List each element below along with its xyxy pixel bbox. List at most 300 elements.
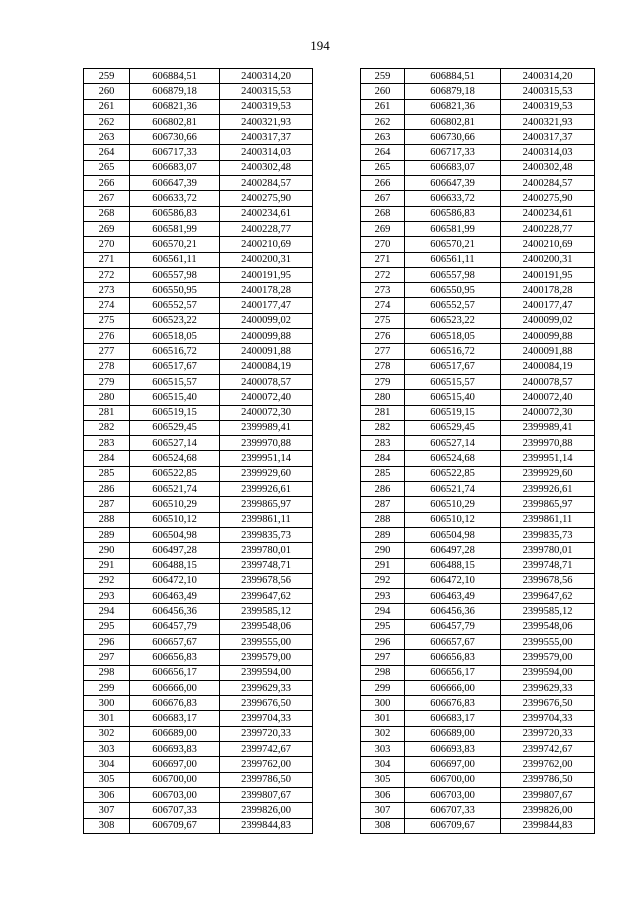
- y-coordinate-cell: 2400314,03: [220, 145, 313, 160]
- table-row: [361, 191, 595, 206]
- x-coordinate-cell: 606504,98: [405, 527, 501, 542]
- y-coordinate-cell: 2400234,61: [220, 206, 313, 221]
- point-number-cell: 264: [361, 145, 405, 160]
- table-row: [84, 512, 313, 527]
- table-row: [361, 145, 595, 160]
- y-coordinate-cell: 2399704,33: [220, 711, 313, 726]
- x-coordinate-cell: 606656,83: [405, 650, 501, 665]
- y-coordinate-cell: 2400177,47: [220, 298, 313, 313]
- y-coordinate-cell: 2400302,48: [220, 160, 313, 175]
- point-number-cell: 263: [84, 130, 130, 145]
- y-coordinate-cell: 2399844,83: [220, 818, 313, 833]
- table-row: [84, 283, 313, 298]
- x-coordinate-cell: 606527,14: [130, 436, 220, 451]
- point-number-cell: 283: [361, 436, 405, 451]
- table-row: [84, 390, 313, 405]
- y-coordinate-cell: 2399989,41: [501, 420, 595, 435]
- table-row: [84, 726, 313, 741]
- x-coordinate-cell: 606697,00: [405, 757, 501, 772]
- y-coordinate-cell: 2400078,57: [220, 374, 313, 389]
- point-number-cell: 290: [84, 543, 130, 558]
- table-row: [84, 604, 313, 619]
- y-coordinate-cell: 2400275,90: [501, 191, 595, 206]
- y-coordinate-cell: 2400177,47: [501, 298, 595, 313]
- table-row: [84, 787, 313, 802]
- x-coordinate-cell: 606884,51: [405, 69, 501, 84]
- x-coordinate-cell: 606516,72: [405, 344, 501, 359]
- point-number-cell: 260: [84, 84, 130, 99]
- y-coordinate-cell: 2399807,67: [220, 787, 313, 802]
- point-number-cell: 308: [361, 818, 405, 833]
- point-number-cell: 280: [361, 390, 405, 405]
- x-coordinate-cell: 606516,72: [130, 344, 220, 359]
- page-number: 194: [310, 38, 330, 53]
- table-row: [84, 405, 313, 420]
- table-row: [361, 573, 595, 588]
- point-number-cell: 273: [84, 283, 130, 298]
- table-row: [84, 772, 313, 787]
- y-coordinate-cell: 2399678,56: [501, 573, 595, 588]
- y-coordinate-cell: 2400321,93: [220, 114, 313, 129]
- point-number-cell: 302: [84, 726, 130, 741]
- y-coordinate-cell: 2400078,57: [501, 374, 595, 389]
- point-number-cell: 274: [361, 298, 405, 313]
- x-coordinate-cell: 606517,67: [405, 359, 501, 374]
- point-number-cell: 278: [361, 359, 405, 374]
- point-number-cell: 275: [84, 313, 130, 328]
- x-coordinate-cell: 606518,05: [130, 329, 220, 344]
- table-row: [361, 451, 595, 466]
- x-coordinate-cell: 606666,00: [130, 680, 220, 695]
- y-coordinate-cell: 2400234,61: [501, 206, 595, 221]
- table-row: [84, 680, 313, 695]
- x-coordinate-cell: 606519,15: [405, 405, 501, 420]
- y-coordinate-cell: 2399970,88: [220, 436, 313, 451]
- x-coordinate-cell: 606693,83: [130, 742, 220, 757]
- y-coordinate-cell: 2399861,11: [501, 512, 595, 527]
- table-row: [361, 160, 595, 175]
- x-coordinate-cell: 606521,74: [130, 482, 220, 497]
- y-coordinate-cell: 2400072,30: [220, 405, 313, 420]
- x-coordinate-cell: 606647,39: [130, 176, 220, 191]
- table-row: [84, 558, 313, 573]
- table-row: [84, 160, 313, 175]
- point-number-cell: 300: [84, 696, 130, 711]
- x-coordinate-cell: 606552,57: [405, 298, 501, 313]
- x-coordinate-cell: 606519,15: [130, 405, 220, 420]
- table-row: [361, 803, 595, 818]
- y-coordinate-cell: 2400072,30: [501, 405, 595, 420]
- table-row: [84, 252, 313, 267]
- x-coordinate-cell: 606683,07: [405, 160, 501, 175]
- table-row: [84, 130, 313, 145]
- point-number-cell: 265: [84, 160, 130, 175]
- point-number-cell: 274: [84, 298, 130, 313]
- y-coordinate-cell: 2400228,77: [220, 221, 313, 236]
- x-coordinate-cell: 606647,39: [405, 176, 501, 191]
- table-row: [84, 99, 313, 114]
- table-row: [361, 206, 595, 221]
- y-coordinate-cell: 2399748,71: [220, 558, 313, 573]
- y-coordinate-cell: 2399929,60: [501, 466, 595, 481]
- y-coordinate-cell: 2399762,00: [220, 757, 313, 772]
- y-coordinate-cell: 2399951,14: [220, 451, 313, 466]
- x-coordinate-cell: 606523,22: [130, 313, 220, 328]
- x-coordinate-cell: 606657,67: [130, 634, 220, 649]
- x-coordinate-cell: 606879,18: [130, 84, 220, 99]
- table-row: [84, 818, 313, 833]
- table-row: [84, 267, 313, 282]
- x-coordinate-cell: 606463,49: [130, 589, 220, 604]
- x-coordinate-cell: 606683,07: [130, 160, 220, 175]
- table-row: [361, 757, 595, 772]
- x-coordinate-cell: 606707,33: [130, 803, 220, 818]
- y-coordinate-cell: 2400091,88: [501, 344, 595, 359]
- x-coordinate-cell: 606522,85: [130, 466, 220, 481]
- point-number-cell: 285: [361, 466, 405, 481]
- table-row: [84, 420, 313, 435]
- table-row: [84, 114, 313, 129]
- x-coordinate-cell: 606488,15: [130, 558, 220, 573]
- point-number-cell: 264: [84, 145, 130, 160]
- point-number-cell: 269: [84, 221, 130, 236]
- point-number-cell: 301: [84, 711, 130, 726]
- x-coordinate-cell: 606689,00: [405, 726, 501, 741]
- point-number-cell: 286: [84, 482, 130, 497]
- point-number-cell: 300: [361, 696, 405, 711]
- table-row: [361, 374, 595, 389]
- table-row: [84, 359, 313, 374]
- y-coordinate-cell: 2400321,93: [501, 114, 595, 129]
- table-row: [84, 176, 313, 191]
- table-row: [84, 757, 313, 772]
- x-coordinate-cell: 606586,83: [405, 206, 501, 221]
- y-coordinate-cell: 2400084,19: [501, 359, 595, 374]
- point-number-cell: 262: [84, 114, 130, 129]
- point-number-cell: 282: [84, 420, 130, 435]
- point-number-cell: 297: [361, 650, 405, 665]
- table-row: [84, 84, 313, 99]
- x-coordinate-cell: 606557,98: [130, 267, 220, 282]
- point-number-cell: 289: [361, 527, 405, 542]
- y-coordinate-cell: 2400191,95: [220, 267, 313, 282]
- x-coordinate-cell: 606561,11: [405, 252, 501, 267]
- x-coordinate-cell: 606633,72: [130, 191, 220, 206]
- y-coordinate-cell: 2399951,14: [501, 451, 595, 466]
- x-coordinate-cell: 606884,51: [130, 69, 220, 84]
- point-number-cell: 259: [84, 69, 130, 84]
- x-coordinate-cell: 606703,00: [405, 787, 501, 802]
- x-coordinate-cell: 606504,98: [130, 527, 220, 542]
- point-number-cell: 267: [84, 191, 130, 206]
- x-coordinate-cell: 606515,57: [405, 374, 501, 389]
- table-row: [84, 206, 313, 221]
- point-number-cell: 279: [361, 374, 405, 389]
- point-number-cell: 261: [361, 99, 405, 114]
- y-coordinate-cell: 2400099,88: [220, 329, 313, 344]
- table-row: [361, 818, 595, 833]
- point-number-cell: 284: [84, 451, 130, 466]
- point-number-cell: 304: [361, 757, 405, 772]
- x-coordinate-cell: 606802,81: [130, 114, 220, 129]
- x-coordinate-cell: 606666,00: [405, 680, 501, 695]
- y-coordinate-cell: 2399555,00: [220, 634, 313, 649]
- x-coordinate-cell: 606550,95: [130, 283, 220, 298]
- coordinates-table-left-body: [84, 69, 313, 834]
- x-coordinate-cell: 606707,33: [405, 803, 501, 818]
- table-row: [84, 650, 313, 665]
- y-coordinate-cell: 2399970,88: [501, 436, 595, 451]
- y-coordinate-cell: 2399742,67: [220, 742, 313, 757]
- y-coordinate-cell: 2399762,00: [501, 757, 595, 772]
- y-coordinate-cell: 2400302,48: [501, 160, 595, 175]
- table-row: [84, 527, 313, 542]
- y-coordinate-cell: 2399594,00: [220, 665, 313, 680]
- x-coordinate-cell: 606472,10: [405, 573, 501, 588]
- y-coordinate-cell: 2400178,28: [501, 283, 595, 298]
- x-coordinate-cell: 606581,99: [405, 221, 501, 236]
- table-row: [361, 696, 595, 711]
- table-row: [361, 466, 595, 481]
- y-coordinate-cell: 2400315,53: [220, 84, 313, 99]
- y-coordinate-cell: 2399835,73: [501, 527, 595, 542]
- x-coordinate-cell: 606717,33: [130, 145, 220, 160]
- table-row: [84, 221, 313, 236]
- point-number-cell: 267: [361, 191, 405, 206]
- table-row: [361, 298, 595, 313]
- x-coordinate-cell: 606730,66: [130, 130, 220, 145]
- table-row: [84, 634, 313, 649]
- table-row: [361, 267, 595, 282]
- point-number-cell: 307: [84, 803, 130, 818]
- point-number-cell: 306: [361, 787, 405, 802]
- y-coordinate-cell: 2399720,33: [220, 726, 313, 741]
- x-coordinate-cell: 606730,66: [405, 130, 501, 145]
- y-coordinate-cell: 2400317,37: [501, 130, 595, 145]
- x-coordinate-cell: 606517,67: [130, 359, 220, 374]
- table-row: [361, 482, 595, 497]
- point-number-cell: 291: [84, 558, 130, 573]
- point-number-cell: 276: [84, 329, 130, 344]
- point-number-cell: 272: [84, 267, 130, 282]
- point-number-cell: 275: [361, 313, 405, 328]
- point-number-cell: 276: [361, 329, 405, 344]
- y-coordinate-cell: 2399786,50: [501, 772, 595, 787]
- y-coordinate-cell: 2400178,28: [220, 283, 313, 298]
- table-row: [361, 543, 595, 558]
- table-row: [84, 436, 313, 451]
- point-number-cell: 292: [361, 573, 405, 588]
- point-number-cell: 259: [361, 69, 405, 84]
- table-row: [361, 436, 595, 451]
- point-number-cell: 278: [84, 359, 130, 374]
- table-row: [84, 589, 313, 604]
- x-coordinate-cell: 606529,45: [130, 420, 220, 435]
- x-coordinate-cell: 606633,72: [405, 191, 501, 206]
- table-row: [361, 237, 595, 252]
- table-row: [361, 99, 595, 114]
- y-coordinate-cell: 2399585,12: [501, 604, 595, 619]
- table-row: [361, 726, 595, 741]
- y-coordinate-cell: 2400314,20: [220, 69, 313, 84]
- point-number-cell: 271: [361, 252, 405, 267]
- table-row: [84, 619, 313, 634]
- y-coordinate-cell: 2399742,67: [501, 742, 595, 757]
- point-number-cell: 279: [84, 374, 130, 389]
- table-row: [84, 313, 313, 328]
- y-coordinate-cell: 2400099,88: [501, 329, 595, 344]
- x-coordinate-cell: 606581,99: [130, 221, 220, 236]
- x-coordinate-cell: 606472,10: [130, 573, 220, 588]
- coordinates-table-right: [360, 68, 595, 834]
- y-coordinate-cell: 2399989,41: [220, 420, 313, 435]
- point-number-cell: 261: [84, 99, 130, 114]
- table-row: [361, 604, 595, 619]
- x-coordinate-cell: 606529,45: [405, 420, 501, 435]
- table-row: [361, 176, 595, 191]
- x-coordinate-cell: 606488,15: [405, 558, 501, 573]
- y-coordinate-cell: 2399585,12: [220, 604, 313, 619]
- x-coordinate-cell: 606515,57: [130, 374, 220, 389]
- y-coordinate-cell: 2400315,53: [501, 84, 595, 99]
- point-number-cell: 272: [361, 267, 405, 282]
- y-coordinate-cell: 2400317,37: [220, 130, 313, 145]
- y-coordinate-cell: 2400319,53: [220, 99, 313, 114]
- table-row: [84, 543, 313, 558]
- x-coordinate-cell: 606463,49: [405, 589, 501, 604]
- point-number-cell: 306: [84, 787, 130, 802]
- point-number-cell: 303: [84, 742, 130, 757]
- y-coordinate-cell: 2400072,40: [501, 390, 595, 405]
- y-coordinate-cell: 2399629,33: [501, 680, 595, 695]
- point-number-cell: 292: [84, 573, 130, 588]
- x-coordinate-cell: 606656,83: [130, 650, 220, 665]
- y-coordinate-cell: 2399826,00: [501, 803, 595, 818]
- x-coordinate-cell: 606557,98: [405, 267, 501, 282]
- x-coordinate-cell: 606709,67: [405, 818, 501, 833]
- point-number-cell: 301: [361, 711, 405, 726]
- point-number-cell: 289: [84, 527, 130, 542]
- point-number-cell: 297: [84, 650, 130, 665]
- point-number-cell: 290: [361, 543, 405, 558]
- table-row: [361, 344, 595, 359]
- point-number-cell: 266: [84, 176, 130, 191]
- x-coordinate-cell: 606515,40: [130, 390, 220, 405]
- y-coordinate-cell: 2399826,00: [220, 803, 313, 818]
- y-coordinate-cell: 2400284,57: [220, 176, 313, 191]
- point-number-cell: 282: [361, 420, 405, 435]
- point-number-cell: 268: [361, 206, 405, 221]
- point-number-cell: 293: [84, 589, 130, 604]
- x-coordinate-cell: 606510,29: [130, 497, 220, 512]
- y-coordinate-cell: 2400200,31: [501, 252, 595, 267]
- table-row: [84, 237, 313, 252]
- x-coordinate-cell: 606717,33: [405, 145, 501, 160]
- table-row: [361, 711, 595, 726]
- x-coordinate-cell: 606683,17: [405, 711, 501, 726]
- x-coordinate-cell: 606700,00: [405, 772, 501, 787]
- x-coordinate-cell: 606657,67: [405, 634, 501, 649]
- y-coordinate-cell: 2399748,71: [501, 558, 595, 573]
- coordinates-table-right-body: [361, 69, 595, 834]
- y-coordinate-cell: 2400314,03: [501, 145, 595, 160]
- x-coordinate-cell: 606523,22: [405, 313, 501, 328]
- x-coordinate-cell: 606522,85: [405, 466, 501, 481]
- x-coordinate-cell: 606821,36: [130, 99, 220, 114]
- table-row: [361, 84, 595, 99]
- y-coordinate-cell: 2399786,50: [220, 772, 313, 787]
- x-coordinate-cell: 606550,95: [405, 283, 501, 298]
- point-number-cell: 262: [361, 114, 405, 129]
- table-row: [84, 191, 313, 206]
- x-coordinate-cell: 606510,12: [130, 512, 220, 527]
- y-coordinate-cell: 2400228,77: [501, 221, 595, 236]
- table-row: [361, 497, 595, 512]
- x-coordinate-cell: 606821,36: [405, 99, 501, 114]
- x-coordinate-cell: 606456,36: [130, 604, 220, 619]
- table-row: [84, 329, 313, 344]
- table-row: [361, 634, 595, 649]
- point-number-cell: 281: [361, 405, 405, 420]
- x-coordinate-cell: 606700,00: [130, 772, 220, 787]
- point-number-cell: 294: [361, 604, 405, 619]
- table-row: [361, 589, 595, 604]
- table-row: [361, 313, 595, 328]
- x-coordinate-cell: 606524,68: [405, 451, 501, 466]
- table-row: [84, 696, 313, 711]
- table-row: [361, 252, 595, 267]
- point-number-cell: 303: [361, 742, 405, 757]
- y-coordinate-cell: 2399579,00: [220, 650, 313, 665]
- table-row: [361, 512, 595, 527]
- table-row: [84, 711, 313, 726]
- y-coordinate-cell: 2400284,57: [501, 176, 595, 191]
- y-coordinate-cell: 2399929,60: [220, 466, 313, 481]
- point-number-cell: 295: [84, 619, 130, 634]
- point-number-cell: 302: [361, 726, 405, 741]
- x-coordinate-cell: 606656,17: [130, 665, 220, 680]
- point-number-cell: 265: [361, 160, 405, 175]
- x-coordinate-cell: 606552,57: [130, 298, 220, 313]
- point-number-cell: 266: [361, 176, 405, 191]
- x-coordinate-cell: 606521,74: [405, 482, 501, 497]
- table-row: [361, 130, 595, 145]
- x-coordinate-cell: 606689,00: [130, 726, 220, 741]
- table-row: [361, 527, 595, 542]
- y-coordinate-cell: 2399629,33: [220, 680, 313, 695]
- point-number-cell: 305: [361, 772, 405, 787]
- table-row: [361, 619, 595, 634]
- table-row: [84, 665, 313, 680]
- y-coordinate-cell: 2399861,11: [220, 512, 313, 527]
- point-number-cell: 285: [84, 466, 130, 481]
- point-number-cell: 298: [361, 665, 405, 680]
- y-coordinate-cell: 2400191,95: [501, 267, 595, 282]
- table-row: [84, 451, 313, 466]
- y-coordinate-cell: 2400072,40: [220, 390, 313, 405]
- x-coordinate-cell: 606524,68: [130, 451, 220, 466]
- x-coordinate-cell: 606709,67: [130, 818, 220, 833]
- x-coordinate-cell: 606676,83: [405, 696, 501, 711]
- x-coordinate-cell: 606656,17: [405, 665, 501, 680]
- table-row: [84, 482, 313, 497]
- y-coordinate-cell: 2399594,00: [501, 665, 595, 680]
- point-number-cell: 291: [361, 558, 405, 573]
- table-row: [84, 497, 313, 512]
- table-row: [361, 787, 595, 802]
- y-coordinate-cell: 2400084,19: [220, 359, 313, 374]
- table-row: [84, 573, 313, 588]
